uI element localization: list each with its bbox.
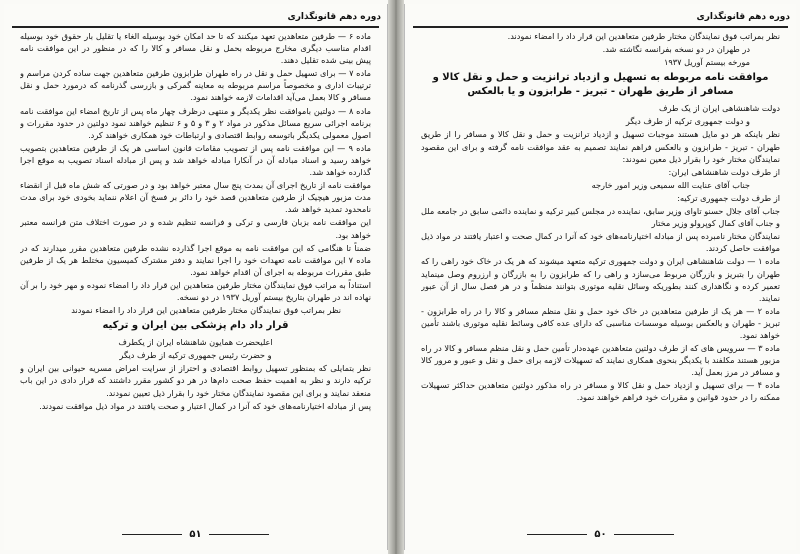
left-header-rule [12,26,379,28]
right-intro-line-2: در طهران در دو نسخه بفرانسه نگاشته شد. [602,44,750,55]
right-party-1: دولت شاهنشاهی ایران از یک طرف [659,103,780,114]
page-number-dash [209,534,269,535]
right-running-head: دوره دهم قانونگذاری [696,12,790,22]
right-party-2: و دولت جمهوری ترکیه از طرف دیگر [625,116,750,127]
page-number-dash [122,534,182,535]
left-page-header [4,10,387,26]
left-article-7: ماده ۷ — برای تسهیل حمل و نقل در راه طهران طرابزون طرفین متعاهدین جهت ساده کردن مراسم و ترتیبات اداری و مخصوصاً مراسم مربوطه به معاینه گمرکی و بازرسی گذرنامه که درمورد حمل و نقل مسافر و کالا بعمل می‌آید اقدامات لازمه خواهند نمود. [20,68,371,103]
left-running-head: دوره دهم قانونگذاری [287,12,381,22]
right-header-rule [413,26,788,28]
left-agreement-intro: پس از مبادله اختیارنامه‌های خود که آنرا در کمال اعتبار و صحت یافتند در مواد ذیل موافقت نمودند. [39,400,371,411]
right-article-2: ماده ۲ — هر یک از طرفین متعاهدین در خاک خود حمل و نقل منظم مسافر و کالا را در راه طرابزون - تبریز - طهران و بالعکس بوسیله موسسات مناسبی که دارای عده کافی وسائط نقلیه موتوری باشند تأمین خواهد نمود. [421,305,780,340]
left-article-6: ماده ۶ — طرفین متعاهدین تعهد میکنند که تا حد امکان خود بوسیله الغاء یا تقلیل بار حقوق خود بوسیله اقدام مناسب دیگری مخارج مربوطه بحمل و نقل مسافر و کالا را که در منظور در این موافقت نامه پیش بینی شده تقلیل دهند. [20,31,371,66]
right-page-number [405,529,796,540]
left-party-2: و حضرت رئیس جمهوری ترکیه از طرف دیگر [119,350,272,361]
left-article-9: ماده ۹ — این موافقت نامه پس از تصویب مقامات قانون اساسی هر یک از طرفین متعاهدین بتصویب خواهد رسید و اسناد مبادله آن در آنکارا مبادله خواهد شد و پس از مبادله اسناد تصویب به موقع اجرا گذارده خواهد شد. [20,142,371,178]
left-page-body [20,30,371,520]
page-number-dash [614,534,674,535]
right-delegate-3: از طرف دولت جمهوری ترکیه: [677,192,780,203]
left-page-number [4,529,387,540]
left-signing-paragraph: استناداً به مراتب فوق نمایندگان مختار طرفین متعاهدین این قرار داد را امضاء نموده و مهر خود را بر آن نهاده اند در طهران بتاریخ بیستم آوریل ۱۹۳۷ در دو نسخه. [20,279,371,302]
left-page [4,4,388,550]
left-preamble: نظر بتمایلی که بمنظور تسهیل روابط اقتصادی و احتراز از سرایت امراض مسریه حیوانی بین ایران و ترکیه دارند و نظر به اهمیت حفظ صحت دام‌ها در هر دو کشور مقرر داشتند که قرار دادی در این باب منعقد نمایند و برای این مقصود نمایندگان مختار خود را بقرار ذیل تعیین نمودند. [20,363,371,398]
right-delegate-2: جناب آقای عنایت الله سمیعی وزیر امور خارجه [591,179,750,190]
left-page-number-value: ۵۱ [189,529,202,540]
right-page [404,4,796,550]
left-party-1: اعلیحضرت همایون شاهنشاه ایران از یکطرف [118,337,273,348]
right-article-1: ماده ۱ — دولت شاهنشاهی ایران و دولت جمهوری ترکیه متعهد میشوند که هر یک در خاک خود راهی را که طهران را بتبریز و بازرگان مربوط می‌سازد و راهی را که طرابزون را به بازرگان و ارزروم وصل مینماید تعمیر کرده و نگاهداری کنند بطوریکه وسائل نقلیه موتوری بتوانند منظماً و در هر فصل سال از آن عبور نمایند. [421,256,780,303]
right-article-3: ماده ۳ — سرویس های که از طرف دولتین متعاهدین عهده‌دار تأمین حمل و نقل منظم مسافر و کالا در راه مزبور هستند مکلفند با یکدیگر بنحوی همکاری نمایند که تسهیلات لازمه برای حمل و نقل و عبور و مرور کالا و مسافر در مرز بعمل آید. [421,343,780,378]
left-validity-paragraph: موافقت نامه از تاریخ اجرای آن بمدت پنج سال معتبر خواهد بود و در صورتی که شش ماه قبل از انقضاء مدت مزبور هیچیک از طرفین متعاهدین قصد خود را دائر بر فسخ آن اعلام ننماید بخودی خود برای مدت نامحدود تمدید خواهد شد. [20,180,371,215]
right-page-body [421,30,780,520]
right-page-header [405,10,796,26]
right-intro-date: مورخه بیستم آوریل ۱۹۳۷ [663,57,750,68]
right-article-4: ماده ۴ — برای تسهیل و ازدیاد حمل و نقل کالا و مسافر در راه مذکور دولتین متعاهدین حداکثر تسهیلات ممکنه را در حدود قوانین و مقررات خود فراهم خواهند نمود. [421,380,780,403]
right-delegate-4: جناب آقای جلال حسنو تاوای وزیر سابق، نماینده در مجلس کبیر ترکیه و نماینده دائمی سابق در جامعه ملل و جناب آقای کمال کوپرولو وزیر مختار [421,206,780,229]
book-gutter [388,0,404,554]
right-section-title: موافقت نامه مربوطه به تسهیل و ازدیاد ترانزیت و حمل و نقل کالا و مسافر از طریق طهران - تبریز - طرابزون و یا بالعکس [432,72,769,98]
left-section-title: قرار داد دام پزشکی بین ایران و ترکیه [102,320,289,332]
right-agreement-intro: نمایندگان مختار نامبرده پس از مبادله اختیارنامه‌های خود که آنرا در کمال صحت و اعتبار یافتند در مواد ذیل موافقت حاصل کردند. [421,231,780,254]
right-intro-line-1: نظر بمراتب فوق نمایندگان مختار طرفین متعاهدین این قرار داد را امضاء نمودند. [507,31,780,41]
left-language-paragraph: این موافقت نامه بزبان فارسی و ترکی و فرانسه تنظیم شده و در صورت اختلاف متن فرانسه معتبر خواهد بود. [20,217,371,240]
left-interim-paragraph: ضمناً تا هنگامی که این موافقت نامه به موقع اجرا گذارده نشده طرفین متعاهدین مقرر میدارند که در ماده ۷ این موافقت نامه تعهدات خود را اجرا نمایند و دفتر مشترک کمیسیون مختلط هر یک از طرفین طبق مقررات مربوطه به اجرای آن اقدام خواهد نمود. [20,242,371,277]
right-page-number-value: ۵۰ [594,529,607,540]
right-delegate-1: از طرف دولت شاهنشاهی ایران: [668,166,780,177]
right-preamble: نظر باینکه هر دو مایل هستند موجبات تسهیل و ازدیاد ترانزیت و حمل و نقل کالا و مسافر را از طریق طهران - تبریز - طرابزون و بالعکس فراهم نمایند تصمیم به عقد موافقت نامه گرفته و برای این مقصود نمایندگان مختار خود را بقرار ذیل معین نمودند: [421,129,780,164]
page-number-dash [527,534,587,535]
left-signature-line: نظر بمراتب فوق نمایندگان مختار طرفین متعاهدین این قرار داد را امضاء نمودند [71,305,341,316]
left-article-8: ماده ۸ — دولتین باموافقت نظر یکدیگر و منتهی درظرف چهار ماه پس از تاریخ امضاء این موافقت نامه برنامه اجرائی سریع مسائل مذکور در مواد ۲ و ۳ و ۵ و ۶ تنظیم خواهند نمود دولتین در حدود مقررات و اصول معمولی یکدیگر باتوسعه روابط اقتصادی و ارتباطات خود همکاری خواهند کرد. [20,105,371,140]
